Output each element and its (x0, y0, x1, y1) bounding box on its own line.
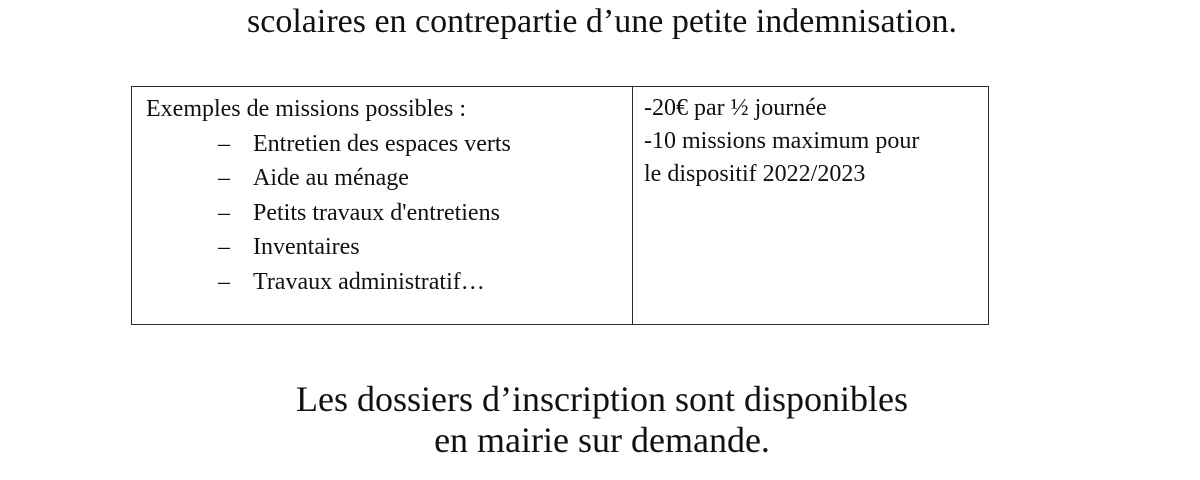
missions-heading: Exemples de missions possibles : (146, 96, 466, 122)
list-item-label: Inventaires (253, 234, 360, 260)
missions-list (146, 127, 632, 300)
notice-line-2: en mairie sur demande. (434, 420, 770, 460)
list-item (146, 230, 632, 265)
condition-line: -10 missions maximum pour (644, 128, 920, 154)
list-item (146, 161, 632, 196)
dash-bullet-icon: – (218, 199, 230, 226)
intro-text: scolaires en contrepartie d’une petite indemnisation. (247, 3, 957, 40)
missions-examples-cell (132, 87, 633, 324)
list-item (146, 265, 632, 300)
list-item-label: Petits travaux d'entretiens (253, 199, 500, 226)
dash-bullet-icon: – (218, 165, 230, 191)
condition-line: -20€ par ½ journée (644, 95, 827, 121)
notice-line-1: Les dossiers d’inscription sont disponibles (296, 379, 908, 419)
conditions-cell (633, 87, 988, 324)
list-item-label: Entretien des espaces verts (253, 130, 511, 157)
list-item-label: Travaux administratif… (253, 268, 485, 295)
list-item (146, 127, 632, 162)
dash-bullet-icon: – (218, 130, 230, 157)
condition-line: le dispositif 2022/2023 (644, 161, 866, 187)
missions-table (131, 86, 989, 325)
list-item (146, 196, 632, 231)
dash-bullet-icon: – (218, 234, 230, 260)
dash-bullet-icon: – (218, 268, 230, 295)
list-item-label: Aide au ménage (253, 165, 409, 191)
